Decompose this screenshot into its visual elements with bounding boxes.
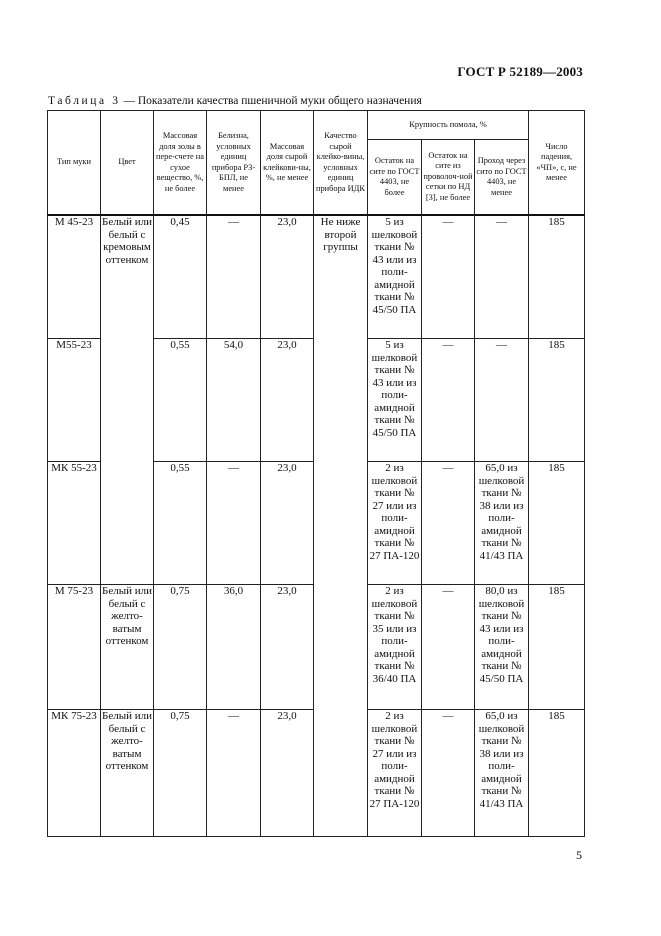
cell-ash: 0,55 [154, 339, 207, 462]
cell-falling-number: 185 [529, 215, 585, 339]
cell-ash: 0,55 [154, 462, 207, 585]
flour-quality-table [47, 110, 585, 837]
cell-type: МК 75-23 [48, 710, 101, 837]
header-residue-gost: Остаток на сите по ГОСТ 4403, не более [368, 140, 422, 216]
header-ash: Массовая доля золы в пере-счете на сухое вещество, %, не более [154, 111, 207, 216]
cell-whiteness: — [207, 710, 261, 837]
cell-gluten: 23,0 [261, 462, 314, 585]
cell-residue-wire: — [422, 215, 475, 339]
header-color: Цвет [101, 111, 154, 216]
cell-residue-wire: — [422, 462, 475, 585]
cell-pass-gost: 80,0 из шелковой ткани № 43 или из поли-амидной ткани № 45/50 ПА [475, 585, 529, 710]
cell-gluten: 23,0 [261, 215, 314, 339]
header-fineness-group: Крупность помола, % [368, 111, 529, 140]
page-number: 5 [576, 848, 582, 862]
cell-color-merged: Белый или белый с кремовым оттенком [101, 215, 154, 585]
cell-residue-gost: 5 из шелковой ткани № 43 или из поли-амидной ткани № 45/50 ПА [368, 339, 422, 462]
cell-color: Белый или белый с желто-ватым оттенком [101, 710, 154, 837]
cell-ash: 0,45 [154, 215, 207, 339]
table-caption-label: Таблица 3 [48, 95, 121, 107]
table-row [48, 215, 585, 339]
cell-gluten: 23,0 [261, 585, 314, 710]
standard-code: ГОСТ Р 52189—2003 [457, 64, 583, 79]
cell-whiteness: 36,0 [207, 585, 261, 710]
header-pass-gost: Проход через сито по ГОСТ 4403, не менее [475, 140, 529, 216]
header-type: Тип муки [48, 111, 101, 216]
cell-whiteness: — [207, 462, 261, 585]
cell-pass-gost: 65,0 из шелковой ткани № 38 или из поли-амидной ткани № 41/43 ПА [475, 710, 529, 837]
cell-type: МК 55-23 [48, 462, 101, 585]
cell-residue-gost: 2 из шелковой ткани № 27 или из поли-амидной ткани № 27 ПА-120 [368, 710, 422, 837]
cell-residue-gost: 2 из шелковой ткани № 35 или из поли-амидной ткани № 36/40 ПА [368, 585, 422, 710]
cell-residue-wire: — [422, 585, 475, 710]
cell-falling-number: 185 [529, 585, 585, 710]
cell-pass-gost: 65,0 из шелковой ткани № 38 или из поли-амидной ткани № 41/43 ПА [475, 462, 529, 585]
header-whiteness: Белизна, условных единиц прибора РЗ-БПЛ, не менее [207, 111, 261, 216]
cell-residue-wire: — [422, 710, 475, 837]
header-falling-number: Число падения, «ЧП», с, не менее [529, 111, 585, 216]
cell-type: М 45-23 [48, 215, 101, 339]
cell-gluten: 23,0 [261, 710, 314, 837]
cell-falling-number: 185 [529, 462, 585, 585]
cell-pass-gost: — [475, 215, 529, 339]
header-residue-wire: Остаток на сите из проволоч-ной сетки по НД [3], не более [422, 140, 475, 216]
cell-falling-number: 185 [529, 710, 585, 837]
cell-gluten-quality-merged: Не ниже второй группы [314, 215, 368, 837]
table-caption-text: — Показатели качества пшеничной муки общего назначения [120, 95, 422, 107]
header-gluten-quality: Качество сырой клейко-вины, условных единиц прибора ИДК [314, 111, 368, 216]
header-gluten-mass: Массовая доля сырой клейкови-ны, %, не менее [261, 111, 314, 216]
cell-color: Белый или белый с желто-ватым оттенком [101, 585, 154, 710]
cell-whiteness: — [207, 215, 261, 339]
cell-type: М55-23 [48, 339, 101, 462]
cell-falling-number: 185 [529, 339, 585, 462]
cell-pass-gost: — [475, 339, 529, 462]
cell-ash: 0,75 [154, 585, 207, 710]
cell-type: М 75-23 [48, 585, 101, 710]
cell-ash: 0,75 [154, 710, 207, 837]
cell-residue-wire: — [422, 339, 475, 462]
table-caption [48, 95, 422, 107]
cell-whiteness: 54,0 [207, 339, 261, 462]
cell-residue-gost: 5 из шелковой ткани № 43 или из поли-амидной ткани № 45/50 ПА [368, 215, 422, 339]
cell-gluten: 23,0 [261, 339, 314, 462]
cell-residue-gost: 2 из шелковой ткани № 27 или из поли-амидной ткани № 27 ПА-120 [368, 462, 422, 585]
